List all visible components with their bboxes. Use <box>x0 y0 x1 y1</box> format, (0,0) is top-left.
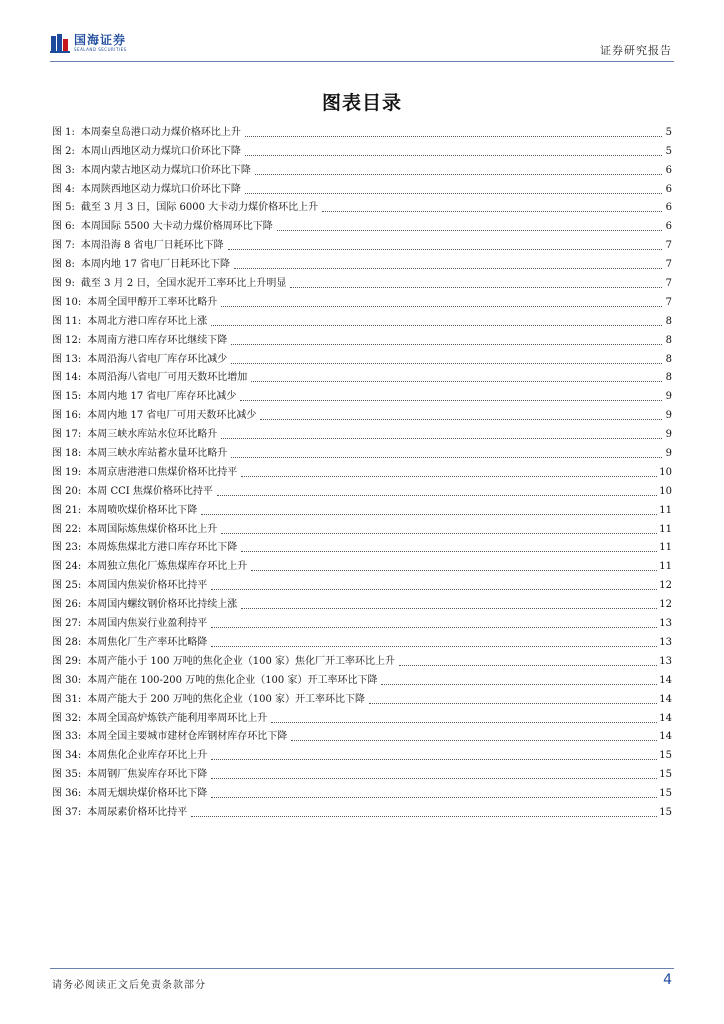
toc-entry[interactable] <box>52 649 672 668</box>
toc-entry-label <box>52 637 209 649</box>
toc-page-number: 15 <box>659 788 672 800</box>
toc-figure-title: 本周 CCI 焦煤价格环比持平 <box>87 485 213 497</box>
toc-figure-title: 本周焦化厂生产率环比略降 <box>87 636 208 648</box>
toc-entry[interactable] <box>52 177 672 196</box>
toc-page-number: 13 <box>659 636 672 648</box>
toc-page-number: 11 <box>659 542 672 554</box>
toc-entry[interactable] <box>52 214 672 233</box>
toc-entry-label <box>52 561 249 573</box>
toc-figure-title: 本周焦化企业库存环比上升 <box>87 750 208 762</box>
toc-page-number: 8 <box>665 334 672 346</box>
toc-figure-title: 本周产能大于 200 万吨的焦化企业（100 家）开工率环比下降 <box>87 693 365 705</box>
toc-dot-leader <box>231 363 662 364</box>
toc-entry-label <box>52 713 269 725</box>
toc-dot-leader <box>221 306 662 307</box>
toc-entry-label <box>52 240 226 252</box>
toc-figure-title: 本周无烟块煤价格环比下降 <box>87 788 208 800</box>
toc-figure-number: 图 28: <box>52 636 82 648</box>
toc-figure-title: 本周全国主要城市建材仓库钢材库存环比下降 <box>87 731 288 743</box>
toc-figure-title: 本周内地 17 省电厂日耗环比下降 <box>80 259 231 271</box>
toc-figure-title: 本周国内焦炭价格环比持平 <box>87 580 208 592</box>
toc-figure-title: 本周产能小于 100 万吨的焦化企业（100 家）焦化厂开工率环比上升 <box>87 655 395 667</box>
toc-dot-leader <box>211 325 662 326</box>
toc-page-number: 13 <box>659 655 672 667</box>
logo-mark-icon <box>50 33 70 53</box>
toc-entry[interactable] <box>52 630 672 649</box>
toc-figure-title: 本周三峡水库站蓄水量环比略升 <box>87 448 228 460</box>
toc-entry[interactable] <box>52 611 672 630</box>
toc-figure-number: 图 22: <box>52 523 82 535</box>
toc-page-number: 12 <box>659 599 672 611</box>
toc-dot-leader <box>260 419 662 420</box>
toc-page-number: 12 <box>659 580 672 592</box>
toc-entry-label <box>52 807 189 819</box>
toc-figure-number: 图 3: <box>52 164 75 176</box>
toc-figure-number: 图 21: <box>52 504 82 516</box>
toc-dot-leader <box>201 514 657 515</box>
toc-dot-leader <box>228 249 662 250</box>
toc-page-number: 7 <box>665 296 672 308</box>
toc-dot-leader <box>211 759 657 760</box>
toc-page-number: 8 <box>665 315 672 327</box>
toc-entry-label <box>52 467 239 479</box>
toc-page-number: 15 <box>659 769 672 781</box>
toc-page-number: 15 <box>659 806 672 818</box>
toc-dot-leader <box>211 646 657 647</box>
toc-entry-label <box>52 335 229 347</box>
company-logo <box>50 30 127 56</box>
footer-divider <box>50 968 674 969</box>
toc-figure-title: 本周国际炼焦煤价格环比上升 <box>87 523 218 535</box>
toc-page-number: 6 <box>665 221 672 233</box>
toc-entry-label <box>52 750 209 762</box>
toc-entry-label <box>52 486 215 498</box>
toc-dot-leader <box>234 268 662 269</box>
toc-dot-leader <box>240 400 662 401</box>
toc-entry[interactable] <box>52 460 672 479</box>
toc-figure-number: 图 13: <box>52 353 82 365</box>
toc-figure-number: 图 35: <box>52 769 82 781</box>
toc-figure-title: 本周国内螺纹钢价格环比持续上涨 <box>87 599 238 611</box>
toc-page-number: 14 <box>659 693 672 705</box>
toc-entry[interactable] <box>52 668 672 687</box>
toc-page-number: 9 <box>665 429 672 441</box>
toc-entry-label <box>52 297 219 309</box>
toc-figure-number: 图 36: <box>52 788 82 800</box>
toc-figure-title: 本周炼焦煤北方港口库存环比下降 <box>87 542 238 554</box>
toc-page-number: 7 <box>665 259 672 271</box>
toc-entry[interactable] <box>52 233 672 252</box>
figure-toc-list <box>52 120 672 819</box>
toc-dot-leader <box>211 778 657 779</box>
toc-entry[interactable] <box>52 762 672 781</box>
toc-page-number: 11 <box>659 523 672 535</box>
toc-figure-number: 图 17: <box>52 429 82 441</box>
toc-entry[interactable] <box>52 384 672 403</box>
toc-figure-title: 本周秦皇岛港口动力煤价格环比上升 <box>80 126 241 138</box>
toc-figure-number: 图 8: <box>52 259 75 271</box>
toc-figure-number: 图 2: <box>52 145 75 157</box>
toc-figure-number: 图 12: <box>52 334 82 346</box>
toc-dot-leader <box>369 703 657 704</box>
toc-entry[interactable] <box>52 441 672 460</box>
toc-entry[interactable] <box>52 725 672 744</box>
toc-page-number: 7 <box>665 240 672 252</box>
toc-page-number: 10 <box>659 485 672 497</box>
toc-figure-title: 本周山西地区动力煤坑口价环比下降 <box>80 145 241 157</box>
toc-entry-label <box>52 524 219 536</box>
toc-page-number: 9 <box>665 391 672 403</box>
toc-entry[interactable] <box>52 328 672 347</box>
page-number: 4 <box>663 972 672 988</box>
toc-figure-number: 图 32: <box>52 712 82 724</box>
page-title: 图表目录 <box>321 92 402 114</box>
toc-dot-leader <box>231 457 662 458</box>
toc-dot-leader <box>255 174 662 175</box>
toc-page-number: 14 <box>659 674 672 686</box>
toc-entry-label <box>52 410 258 422</box>
toc-dot-leader <box>241 608 657 609</box>
toc-page-number: 6 <box>665 164 672 176</box>
logo-english-name: SEALAND SECURITIES <box>74 47 127 52</box>
toc-figure-title: 本周三峡水库站水位环比略升 <box>87 429 218 441</box>
toc-dot-leader <box>241 551 657 552</box>
toc-figure-number: 图 31: <box>52 693 82 705</box>
toc-figure-title: 本周内蒙古地区动力煤坑口价环比下降 <box>80 164 251 176</box>
toc-entry-label <box>52 354 229 366</box>
toc-entry[interactable] <box>52 781 672 800</box>
toc-entry[interactable] <box>52 158 672 177</box>
toc-figure-title: 本周内地 17 省电厂库存环比减少 <box>87 391 237 403</box>
toc-figure-number: 图 24: <box>52 561 82 573</box>
toc-entry[interactable] <box>52 517 672 536</box>
toc-figure-number: 图 9: <box>52 278 75 290</box>
toc-figure-title: 本周南方港口库存环比继续下降 <box>87 334 228 346</box>
toc-entry-label <box>52 372 249 384</box>
toc-dot-leader <box>251 381 662 382</box>
toc-figure-number: 图 15: <box>52 391 82 403</box>
toc-entry-label <box>52 788 209 800</box>
logo-chinese-name: 国海证券 <box>74 33 127 47</box>
toc-figure-number: 图 11: <box>52 315 82 327</box>
toc-figure-title: 截至 3 月 2 日，全国水泥开工率环比上升明显 <box>80 278 287 290</box>
toc-entry[interactable] <box>52 743 672 762</box>
toc-page-number: 11 <box>659 561 672 573</box>
toc-figure-title: 本周沿海八省电厂可用天数环比增加 <box>87 372 248 384</box>
toc-figure-number: 图 4: <box>52 183 75 195</box>
toc-figure-number: 图 23: <box>52 542 82 554</box>
toc-figure-title: 本周陕西地区动力煤坑口价环比下降 <box>80 183 241 195</box>
toc-entry[interactable] <box>52 592 672 611</box>
toc-figure-title: 本周喷吹煤价格环比下降 <box>87 504 198 516</box>
toc-entry-label <box>52 675 379 687</box>
toc-figure-number: 图 25: <box>52 580 82 592</box>
toc-page-number: 10 <box>659 466 672 478</box>
toc-page-number: 13 <box>659 618 672 630</box>
toc-entry[interactable] <box>52 479 672 498</box>
toc-page-number: 9 <box>665 410 672 422</box>
toc-figure-number: 图 33: <box>52 731 82 743</box>
toc-figure-number: 图 18: <box>52 448 82 460</box>
toc-figure-number: 图 10: <box>52 296 82 308</box>
toc-page-number: 14 <box>659 731 672 743</box>
toc-entry-label <box>52 694 367 706</box>
toc-figure-number: 图 6: <box>52 221 75 233</box>
toc-figure-number: 图 7: <box>52 240 75 252</box>
toc-entry[interactable] <box>52 120 672 139</box>
toc-entry-label <box>52 184 243 196</box>
toc-entry-label <box>52 391 238 403</box>
toc-entry[interactable] <box>52 403 672 422</box>
toc-figure-title: 本周国际 5500 大卡动力煤价格周环比下降 <box>80 221 273 233</box>
toc-dot-leader <box>399 665 657 666</box>
toc-page-number: 5 <box>665 145 672 157</box>
toc-figure-number: 图 29: <box>52 655 82 667</box>
toc-entry-label <box>52 429 219 441</box>
toc-entry[interactable] <box>52 536 672 555</box>
toc-entry-label <box>52 580 209 592</box>
toc-entry[interactable] <box>52 422 672 441</box>
toc-page-number: 6 <box>665 183 672 195</box>
toc-entry-label <box>52 259 232 271</box>
toc-entry[interactable] <box>52 366 672 385</box>
toc-figure-title: 本周国内焦炭行业盈利持平 <box>87 618 208 630</box>
toc-figure-title: 本周北方港口库存环比上涨 <box>87 315 208 327</box>
toc-dot-leader <box>245 136 662 137</box>
toc-figure-number: 图 16: <box>52 410 82 422</box>
toc-page-number: 5 <box>665 126 672 138</box>
toc-figure-title: 本周京唐港港口焦煤价格环比持平 <box>87 466 238 478</box>
toc-figure-title: 本周沿海八省电厂库存环比减少 <box>87 353 228 365</box>
toc-dot-leader <box>217 495 657 496</box>
toc-figure-title: 截至 3 月 3 日，国际 6000 大卡动力煤价格环比上升 <box>80 202 319 214</box>
toc-figure-number: 图 34: <box>52 750 82 762</box>
toc-dot-leader <box>191 816 657 817</box>
toc-dot-leader <box>245 155 662 156</box>
toc-entry-label <box>52 202 320 214</box>
toc-figure-number: 图 5: <box>52 202 75 214</box>
toc-entry-label <box>52 599 239 611</box>
toc-figure-number: 图 26: <box>52 599 82 611</box>
toc-entry-label <box>52 165 253 177</box>
toc-dot-leader <box>221 533 657 534</box>
toc-entry-label <box>52 769 209 781</box>
toc-figure-number: 图 14: <box>52 372 82 384</box>
toc-figure-title: 本周内地 17 省电厂可用天数环比减少 <box>87 410 257 422</box>
toc-figure-title: 本周沿海 8 省电厂日耗环比下降 <box>80 240 224 252</box>
header-divider <box>50 61 674 62</box>
toc-entry-label <box>52 448 229 460</box>
toc-dot-leader <box>211 589 657 590</box>
toc-dot-leader <box>211 797 657 798</box>
toc-dot-leader <box>221 438 662 439</box>
toc-entry-label <box>52 127 243 139</box>
toc-entry-label <box>52 618 209 630</box>
report-type-label: 证券研究报告 <box>600 44 672 57</box>
toc-figure-number: 图 19: <box>52 466 82 478</box>
toc-figure-title: 本周独立焦化厂炼焦煤库存环比上升 <box>87 561 248 573</box>
toc-entry-label <box>52 221 275 233</box>
toc-entry-label <box>52 656 397 668</box>
toc-page-number: 8 <box>665 353 672 365</box>
toc-page-number: 8 <box>665 372 672 384</box>
toc-entry[interactable] <box>52 498 672 517</box>
toc-entry-label <box>52 316 209 328</box>
toc-entry[interactable] <box>52 139 672 158</box>
toc-entry[interactable] <box>52 309 672 328</box>
toc-dot-leader <box>322 211 662 212</box>
toc-entry[interactable] <box>52 687 672 706</box>
toc-entry[interactable] <box>52 573 672 592</box>
toc-dot-leader <box>290 287 662 288</box>
toc-entry[interactable] <box>52 252 672 271</box>
toc-figure-number: 图 37: <box>52 806 82 818</box>
toc-dot-leader <box>277 230 662 231</box>
toc-figure-title: 本周钢厂焦炭库存环比下降 <box>87 769 208 781</box>
toc-entry[interactable] <box>52 554 672 573</box>
toc-entry[interactable] <box>52 706 672 725</box>
toc-entry-label <box>52 278 288 290</box>
toc-entry-label <box>52 146 243 158</box>
toc-dot-leader <box>241 476 657 477</box>
toc-entry-label <box>52 542 239 554</box>
toc-dot-leader <box>245 193 662 194</box>
toc-figure-title: 本周尿素价格环比持平 <box>87 806 188 818</box>
toc-page-number: 6 <box>665 202 672 214</box>
toc-entry-label <box>52 505 199 517</box>
toc-dot-leader <box>381 684 657 685</box>
toc-figure-number: 图 30: <box>52 674 82 686</box>
toc-figure-title: 本周全国甲醇开工率环比略升 <box>87 296 218 308</box>
toc-entry[interactable] <box>52 800 672 819</box>
toc-dot-leader <box>271 722 657 723</box>
page-header <box>50 28 674 62</box>
toc-page-number: 14 <box>659 712 672 724</box>
toc-dot-leader <box>231 344 662 345</box>
toc-figure-number: 图 1: <box>52 126 75 138</box>
toc-page-number: 15 <box>659 750 672 762</box>
toc-page-number: 11 <box>659 504 672 516</box>
toc-figure-number: 图 20: <box>52 485 82 497</box>
toc-entry[interactable] <box>52 347 672 366</box>
toc-entry-label <box>52 731 289 743</box>
toc-entry[interactable] <box>52 271 672 290</box>
toc-entry[interactable] <box>52 290 672 309</box>
toc-figure-title: 本周产能在 100-200 万吨的焦化企业（100 家）开工率环比下降 <box>87 674 378 686</box>
toc-page-number: 9 <box>665 448 672 460</box>
toc-dot-leader <box>251 570 657 571</box>
footer-disclaimer: 请务必阅读正文后免责条款部分 <box>52 980 206 991</box>
toc-dot-leader <box>211 627 657 628</box>
toc-figure-number: 图 27: <box>52 618 82 630</box>
toc-dot-leader <box>291 740 657 741</box>
toc-page-number: 7 <box>665 278 672 290</box>
toc-figure-title: 本周全国高炉炼铁产能利用率周环比上升 <box>87 712 268 724</box>
toc-entry[interactable] <box>52 196 672 215</box>
